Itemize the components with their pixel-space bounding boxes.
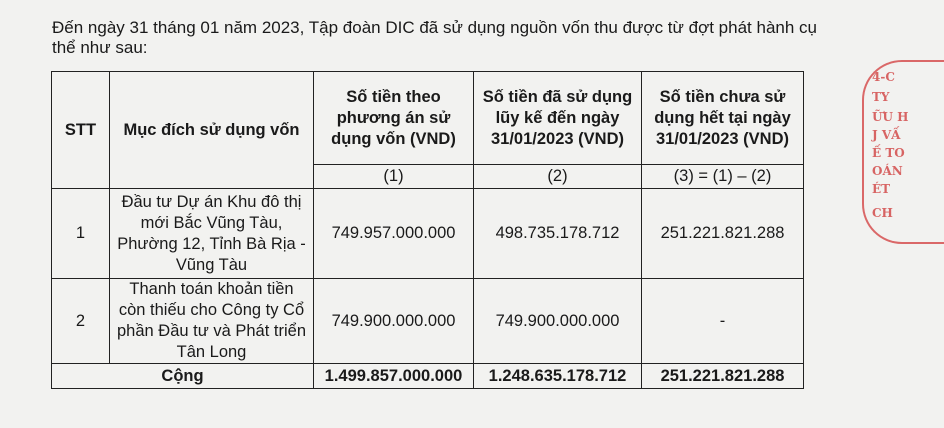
stamp-text: TY [872,90,890,104]
stamp-text: OÁN [872,164,903,178]
row-purpose: Đầu tư Dự án Khu đô thị mới Bắc Vũng Tàu, Phường 12, Tỉnh Bà Rịa - Vũng Tàu [110,189,314,279]
total-label: Cộng [52,364,314,389]
total-used: 1.248.635.178.712 [474,364,642,389]
row-stt: 2 [52,279,110,364]
row-planned: 749.957.000.000 [314,189,474,279]
stamp-text: 4-C [872,70,895,84]
stamp-text: ỮU H [872,110,909,124]
subheader-remaining: (3) = (1) – (2) [642,165,804,189]
subheader-used: (2) [474,165,642,189]
row-purpose: Thanh toán khoản tiền còn thiếu cho Công ty Cổ phần Đầu tư và Phát triển Tân Long [110,279,314,364]
stamp-text: Ế TO [872,146,905,160]
table-total-row [52,364,804,389]
row-remaining: - [642,279,804,364]
total-remaining: 251.221.821.288 [642,364,804,389]
subheader-planned: (1) [314,165,474,189]
stamp-text: CH [872,206,893,220]
row-remaining: 251.221.821.288 [642,189,804,279]
total-planned: 1.499.857.000.000 [314,364,474,389]
stamp-text: J VẤ [872,128,901,142]
header-stt: STT [52,72,110,189]
row-stt: 1 [52,189,110,279]
header-remaining: Số tiền chưa sử dụng hết tại ngày 31/01/2023 (VND) [642,72,804,165]
table-row [52,279,804,364]
header-used: Số tiền đã sử dụng lũy kế đến ngày 31/01/2023 (VND) [474,72,642,165]
row-planned: 749.900.000.000 [314,279,474,364]
row-used: 498.735.178.712 [474,189,642,279]
capital-usage-table [51,71,804,389]
stamp-text: ÉT [872,182,891,196]
intro-paragraph: Đến ngày 31 tháng 01 năm 2023, Tập đoàn DIC đã sử dụng nguồn vốn thu được từ đợt phát hành cụ thể như sau: [52,18,817,57]
header-purpose: Mục đích sử dụng vốn [110,72,314,189]
table-header-row [52,72,804,165]
table-row [52,189,804,279]
red-stamp-fragment [862,60,944,244]
row-used: 749.900.000.000 [474,279,642,364]
header-planned: Số tiền theo phương án sử dụng vốn (VND) [314,72,474,165]
